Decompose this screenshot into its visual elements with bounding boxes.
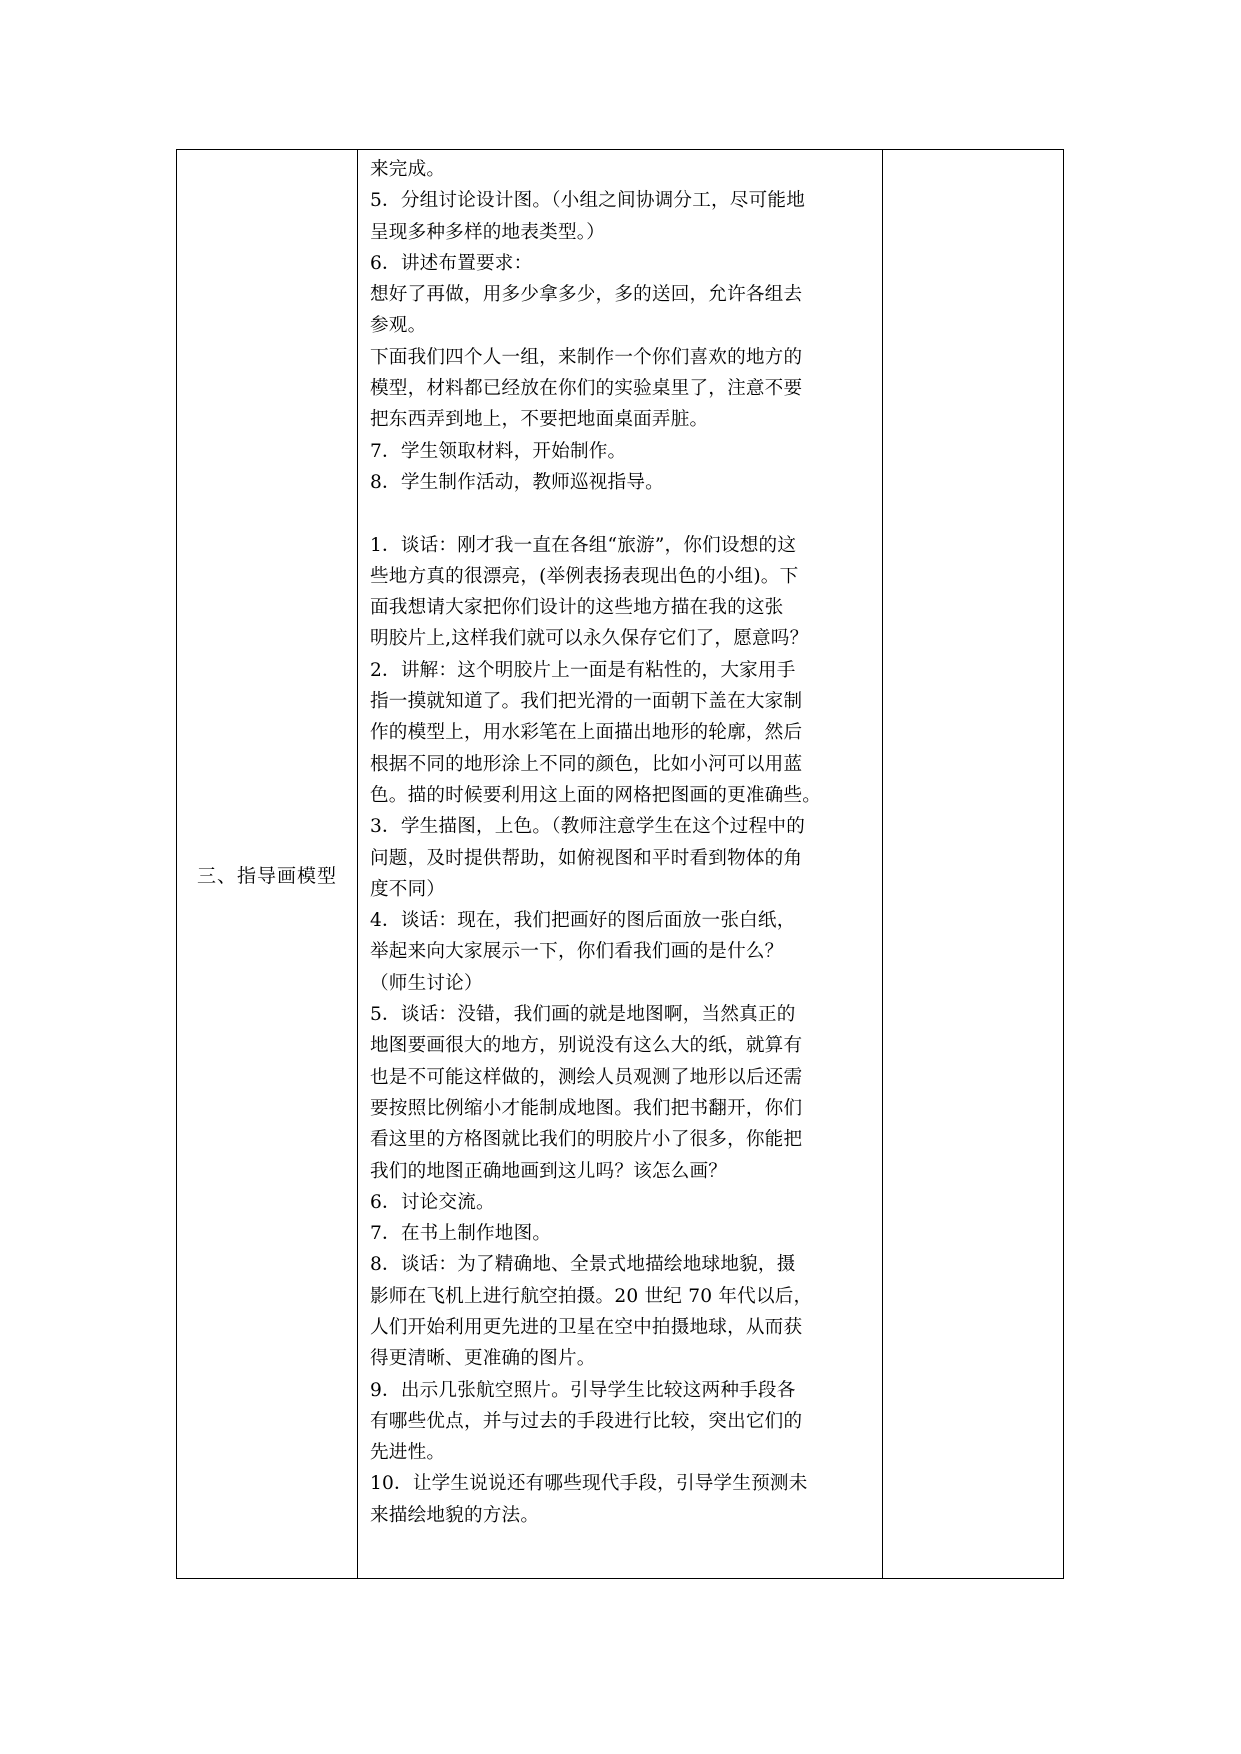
content-line: 1．谈话：刚才我一直在各组“旅游”，你们设想的这 — [370, 534, 797, 556]
content-line: 度不同） — [370, 878, 446, 900]
content-line: 6．讲述布置要求： — [370, 252, 533, 274]
content-line: 下面我们四个人一组，来制作一个你们喜欢的地方的 — [370, 346, 803, 368]
content-line: 问题，及时提供帮助，如俯视图和平时看到物体的角 — [370, 847, 803, 869]
content-line: 2．讲解：这个明胶片上一面是有粘性的，大家用手 — [370, 659, 796, 681]
content-line: 指一摸就知道了。我们把光滑的一面朝下盖在大家制 — [370, 691, 803, 713]
content-line: 3．学生描图，上色。（教师注意学生在这个过程中的 — [370, 816, 805, 838]
content-line: 先进性。 — [370, 1442, 446, 1464]
content-line: 8．学生制作活动，教师巡视指导。 — [370, 471, 664, 493]
content-line: 看这里的方格图就比我们的明胶片小了很多，你能把 — [370, 1129, 803, 1151]
content-line: 明胶片上,这样我们就可以永久保存它们了，愿意吗？ — [370, 628, 809, 650]
content-line: 5．分组讨论设计图。（小组之间协调分工，尽可能地 — [370, 190, 805, 212]
notes-column — [883, 150, 1063, 1578]
content-line: 面我想请大家把你们设计的这些地方描在我的这张 — [370, 597, 784, 619]
content-line: 8．谈话：为了精确地、全景式地描绘地球地貌，摄 — [370, 1254, 796, 1276]
content-line: 色。描的时候要利用这上面的网格把图画的更准确些。 — [370, 784, 822, 806]
content-line: 要按照比例缩小才能制成地图。我们把书翻开，你们 — [370, 1097, 803, 1119]
content-line: 呈现多种多样的地表类型。） — [370, 221, 606, 243]
content-line: 举起来向大家展示一下，你们看我们画的是什么？ — [370, 941, 784, 963]
content-line: 得更清晰、更准确的图片。 — [370, 1348, 596, 1370]
content-line: 9．出示几张航空照片。引导学生比较这两种手段各 — [370, 1379, 796, 1401]
content-line: 参观。 — [370, 315, 427, 337]
content-line: 地图要画很大的地方，别说没有这么大的纸，就算有 — [370, 1035, 803, 1057]
content-line: 来描绘地貌的方法。 — [370, 1504, 540, 1526]
content-line: 些地方真的很漂亮，(举例表扬表现出色的小组)。下 — [370, 565, 799, 587]
content-line: 来完成。 — [370, 159, 446, 180]
content-line: 也是不可能这样做的，测绘人员观测了地形以后还需 — [370, 1066, 803, 1088]
stage-column — [177, 150, 358, 1578]
content-line: 7．学生领取材料，开始制作。 — [370, 440, 627, 462]
content-line: 5．谈话：没错，我们画的就是地图啊，当然真正的 — [370, 1004, 796, 1026]
content-line: 把东西弄到地上，不要把地面桌面弄脏。 — [370, 409, 709, 431]
content-line: 想好了再做，用多少拿多少，多的送回，允许各组去 — [370, 284, 803, 306]
content-line: 作的模型上，用水彩笔在上面描出地形的轮廓，然后 — [370, 722, 803, 744]
content-column — [358, 150, 883, 1578]
stage-label: 三、指导画模型 — [196, 864, 337, 887]
lesson-table — [176, 149, 1064, 1579]
content-line: 4．谈话：现在，我们把画好的图后面放一张白纸， — [370, 910, 796, 932]
content-line: 6．讨论交流。 — [370, 1191, 495, 1213]
blank-line — [370, 498, 872, 529]
content-line: 影师在飞机上进行航空拍摄。20 世纪 70 年代以后， — [370, 1285, 813, 1307]
content-line: 我们的地图正确地画到这儿吗？该怎么画？ — [370, 1160, 728, 1182]
content-line: （师生讨论） — [370, 972, 483, 994]
content-line: 有哪些优点，并与过去的手段进行比较，突出它们的 — [370, 1410, 803, 1432]
content-line: 人们开始利用更先进的卫星在空中拍摄地球，从而获 — [370, 1316, 803, 1338]
content-line: 10．让学生说说还有哪些现代手段，引导学生预测未 — [370, 1473, 808, 1495]
content-line: 7．在书上制作地图。 — [370, 1223, 552, 1245]
content-line: 模型，材料都已经放在你们的实验桌里了，注意不要 — [370, 378, 803, 400]
content-line: 根据不同的地形涂上不同的颜色，比如小河可以用蓝 — [370, 753, 803, 775]
